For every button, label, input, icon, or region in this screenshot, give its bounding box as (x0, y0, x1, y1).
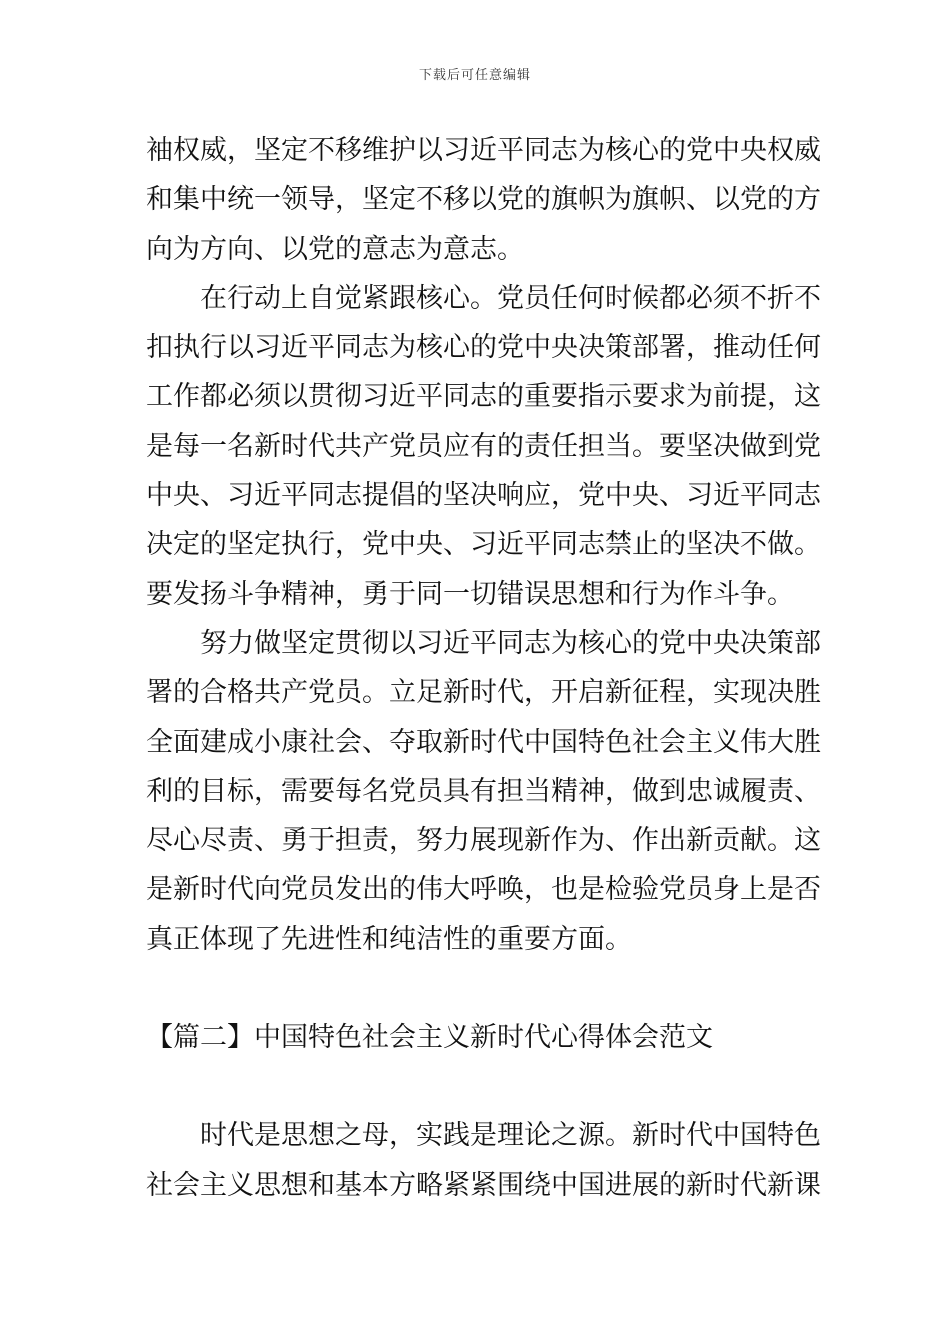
text-line: 中央、习近平同志提倡的坚决响应，党中央、习近平同志 (146, 480, 821, 512)
paragraph-4 (146, 1111, 821, 1210)
text-line: 是新时代向党员发出的伟大呼唤，也是检验党员身上是否 (146, 874, 821, 906)
spacer (146, 1062, 810, 1111)
text-line: 真正体现了先进性和纯洁性的重要方面。 (146, 923, 632, 955)
paragraph-2 (146, 274, 821, 619)
document-body (146, 126, 821, 1210)
text-line: 扣执行以习近平同志为核心的党中央决策部署，推动任何 (146, 332, 821, 364)
text-line: 署的合格共产党员。立足新时代，开启新征程，实现决胜 (146, 677, 821, 709)
text-line: 工作都必须以贯彻习近平同志的重要指示要求为前提，这 (146, 381, 821, 413)
text-line: 尽心尽责、勇于担责，努力展现新作为、作出新贡献。这 (146, 825, 821, 857)
text-line: 袖权威，坚定不移维护以习近平同志为核心的党中央权威 (146, 135, 821, 166)
text-line: 时代是思想之母，实践是理论之源。新时代中国特色 (200, 1120, 821, 1152)
text-line: 决定的坚定执行，党中央、习近平同志禁止的坚决不做。 (146, 529, 821, 561)
text-line: 向为方向、以党的意志为意志。 (146, 233, 524, 265)
text-line: 和集中统一领导，坚定不移以党的旗帜为旗帜、以党的方 (146, 184, 821, 216)
text-line: 努力做坚定贯彻以习近平同志为核心的党中央决策部 (200, 627, 821, 659)
paragraph-3 (146, 619, 821, 964)
paragraph-1 (146, 126, 821, 274)
section-heading: 【篇二】中国特色社会主义新时代心得体会范文 (146, 1022, 713, 1054)
text-line: 社会主义思想和基本方略紧紧围绕中国进展的新时代新课 (146, 1169, 821, 1201)
text-line: 是每一名新时代共产党员应有的责任担当。要坚决做到党 (146, 430, 821, 462)
spacer (146, 964, 810, 1013)
page-header: 下载后可任意编辑 (418, 68, 531, 83)
text-line: 在行动上自觉紧跟核心。党员任何时候都必须不折不 (200, 282, 821, 314)
text-line: 利的目标，需要每名党员具有担当精神，做到忠诚履责、 (146, 775, 821, 807)
text-line: 全面建成小康社会、夺取新时代中国特色社会主义伟大胜 (146, 726, 821, 758)
text-line: 要发扬斗争精神，勇于同一切错误思想和行为作斗争。 (146, 578, 794, 610)
